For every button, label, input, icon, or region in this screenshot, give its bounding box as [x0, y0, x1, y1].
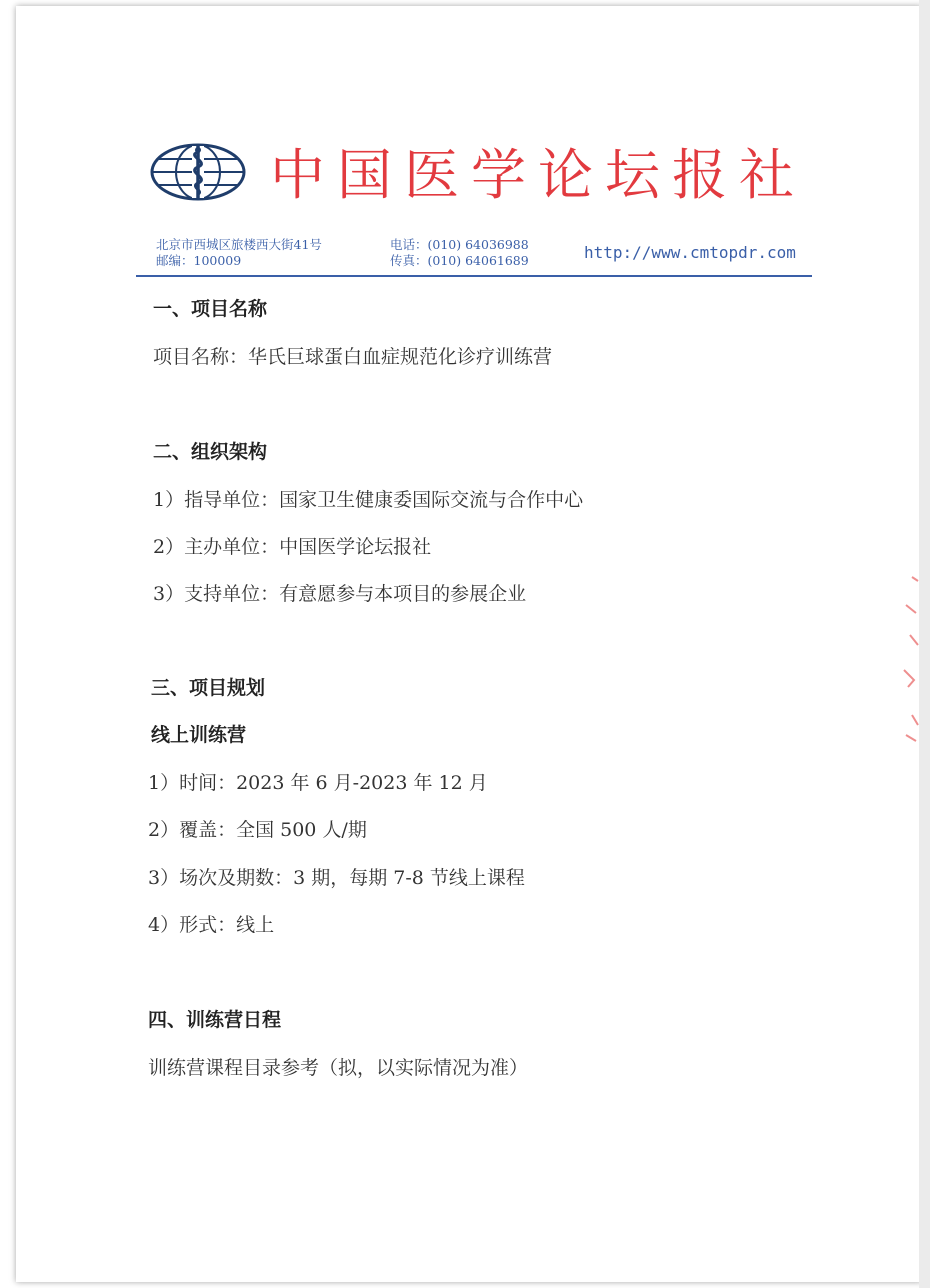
org-guidance-unit: 1）指导单位：国家卫生健康委国际交流与合作中心 [153, 489, 584, 511]
section-heading-planning: 三、项目规划 [151, 677, 266, 699]
plan-coverage: 2）覆盖：全国 500 人/期 [148, 819, 367, 841]
online-camp-subheading: 线上训练营 [151, 724, 247, 746]
section-heading-schedule: 四、训练营日程 [148, 1009, 282, 1031]
page-edge [919, 0, 930, 1288]
organization-name: 中国医学论坛报社 [270, 143, 807, 207]
section-heading-organization: 二、组织架构 [153, 441, 268, 463]
plan-sessions: 3）场次及期数：3 期，每期 7-8 节线上课程 [148, 867, 525, 889]
website-url[interactable]: http://www.cmtopdr.com [584, 243, 796, 262]
section-heading-project-name: 一、项目名称 [153, 298, 268, 320]
letterhead-divider [136, 275, 812, 277]
schedule-reference-line: 训练营课程目录参考（拟，以实际情况为准） [148, 1057, 529, 1079]
plan-format: 4）形式：线上 [148, 914, 275, 936]
seal-stamp-fragment [898, 575, 920, 745]
org-host-unit: 2）主办单位：中国医学论坛报社 [153, 536, 432, 558]
address-text: 北京市西城区旅楼西大街41号 [156, 237, 322, 252]
phone-text: 电话：(010) 64036988 [390, 237, 529, 252]
globe-caduceus-logo [150, 142, 250, 202]
org-support-unit: 3）支持单位：有意愿参与本项目的参展企业 [153, 583, 527, 605]
project-name-line: 项目名称：华氏巨球蛋白血症规范化诊疗训练营 [153, 346, 553, 368]
plan-time: 1）时间：2023 年 6 月-2023 年 12 月 [148, 772, 488, 794]
postcode-text: 邮编：100009 [156, 253, 242, 268]
fax-text: 传真：(010) 64061689 [390, 253, 529, 268]
